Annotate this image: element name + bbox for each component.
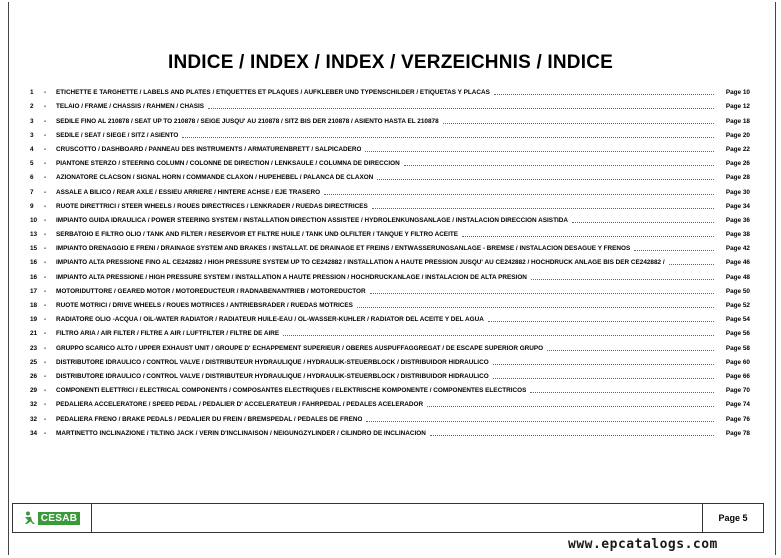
entry-number: 34 bbox=[30, 429, 38, 437]
entry-page: Page 70 bbox=[725, 387, 750, 395]
entry-page: Page 66 bbox=[725, 372, 750, 380]
entry-dash: - bbox=[44, 131, 47, 139]
dot-leader bbox=[208, 107, 714, 109]
dot-leader bbox=[370, 292, 714, 294]
entry-dash: - bbox=[44, 429, 47, 437]
entry-number: 16 bbox=[30, 273, 38, 281]
dot-leader bbox=[357, 306, 714, 308]
entry-title: ASSALE A BILICO / REAR AXLE / ESSIEU ARRIERE / HINTERE ACHSE / EJE TRASERO bbox=[56, 188, 321, 196]
entry-page: Page 50 bbox=[725, 287, 750, 295]
entry-number: 10 bbox=[30, 216, 38, 224]
index-list bbox=[30, 82, 750, 437]
entry-number: 19 bbox=[30, 316, 38, 324]
entry-dash: - bbox=[44, 160, 47, 168]
entry-page: Page 52 bbox=[725, 302, 750, 309]
entry-page: Page 54 bbox=[725, 316, 750, 324]
entry-page: Page 46 bbox=[725, 259, 750, 267]
dot-leader bbox=[443, 122, 714, 124]
entry-number: 3 bbox=[30, 131, 34, 139]
entry-page: Page 42 bbox=[725, 245, 750, 253]
entry-dash: - bbox=[44, 287, 47, 295]
entry-page: Page 22 bbox=[725, 145, 750, 153]
dot-leader bbox=[366, 420, 714, 422]
index-entry[interactable] bbox=[30, 309, 750, 323]
entry-title: PIANTONE STERZO / STEERING COLUMN / COLONNE DE DIRECTION / LENKSÄULE / COLUMNA DE DIRECCION bbox=[56, 160, 400, 168]
dot-leader bbox=[462, 235, 714, 237]
index-entry[interactable] bbox=[30, 252, 750, 266]
index-entry[interactable] bbox=[30, 125, 750, 139]
index-entry[interactable] bbox=[30, 153, 750, 167]
watermark-url[interactable]: www.epcatalogs.com bbox=[568, 537, 718, 552]
entry-page: Page 38 bbox=[725, 231, 750, 239]
index-entry[interactable] bbox=[30, 266, 750, 280]
entry-dash: - bbox=[44, 273, 47, 281]
entry-number: 6 bbox=[30, 174, 34, 182]
entry-title: IMPIANTO DRENAGGIO E FRENI / DRAINAGE SYSTEM AND BRAKES / INSTALLAT. DE DRAINAGE ET FREINS / ENTWÄSSERUNGSANLAGE - BREMSE / INSTALACION DESAGUE Y FRENOS bbox=[56, 245, 631, 253]
entry-title: RUOTE DIRETTRICI / STEER WHEELS / ROUES DIRECTRICES / LENKRÄDER / RUEDAS DIRECTRICES bbox=[56, 202, 368, 210]
entry-page: Page 28 bbox=[725, 174, 750, 182]
index-entry[interactable] bbox=[30, 352, 750, 366]
index-entry[interactable] bbox=[30, 210, 750, 224]
entry-dash: - bbox=[44, 358, 47, 366]
entry-number: 9 bbox=[30, 202, 34, 210]
entry-title: SEDILE FINO AL 210878 / SEAT UP TO 210878 / SEIGE JUSQU' AU 210878 / SITZ BIS DER 210878 / ASIENTO HASTA EL 210878 bbox=[56, 117, 439, 125]
footer bbox=[12, 503, 764, 533]
entry-page: Page 58 bbox=[725, 344, 750, 352]
entry-title: COMPONENTI ELETTRICI / ELECTRICAL COMPONENTS / COMPOSANTES ELECTRIQUES / ELEKTRISCHE KOMPONENTE / COMPONENTES ELECTRICOS bbox=[56, 387, 527, 395]
entry-dash: - bbox=[44, 372, 47, 380]
entry-number: 3 bbox=[30, 117, 34, 125]
page-number: Page 5 bbox=[718, 513, 748, 523]
entry-title: DISTRIBUTORE IDRAULICO / CONTROL VALVE / DISTRIBUTEUR HYDRAULIQUE / HYDRAULIK-STEUERBLOCK / DISTRIBUIDOR HIDRAULICO bbox=[56, 358, 489, 366]
entry-title: DISTRIBUTORE IDRAULICO / CONTROL VALVE / DISTRIBUTEUR HYDRAULIQUE / HYDRAULIK-STEUERBLOCK / DISTRIBUIDOR HIDRAULICO bbox=[56, 372, 489, 380]
dot-leader bbox=[372, 207, 714, 209]
entry-number: 13 bbox=[30, 231, 38, 239]
entry-number: 16 bbox=[30, 259, 38, 267]
dot-leader bbox=[283, 334, 714, 336]
dot-leader bbox=[531, 278, 714, 280]
entry-dash: - bbox=[44, 316, 47, 324]
dot-leader bbox=[547, 349, 714, 351]
dot-leader bbox=[324, 193, 714, 195]
index-entry[interactable] bbox=[30, 281, 750, 295]
entry-dash: - bbox=[44, 174, 47, 182]
index-entry[interactable] bbox=[30, 196, 750, 210]
entry-dash: - bbox=[44, 188, 47, 196]
index-entry[interactable] bbox=[30, 337, 750, 351]
dot-leader bbox=[427, 405, 714, 407]
entry-title: PEDALIERA ACCELERATORE / SPEED PEDAL / PEDALIER D' ACCELERATEUR / FAHRPEDAL / PEDALES ACELERADOR bbox=[56, 401, 424, 409]
dot-leader bbox=[494, 93, 714, 95]
index-entry[interactable] bbox=[30, 238, 750, 252]
dot-leader bbox=[634, 249, 714, 251]
logo-text: CESAB bbox=[38, 512, 81, 525]
entry-title: SEDILE / SEAT / SIEGE / SITZ / ASIENTO bbox=[56, 131, 179, 139]
index-entry[interactable] bbox=[30, 366, 750, 380]
entry-page: Page 74 bbox=[725, 401, 750, 409]
cesab-logo bbox=[13, 504, 92, 532]
entry-page: Page 10 bbox=[725, 89, 750, 97]
entry-dash: - bbox=[44, 415, 47, 423]
entry-dash: - bbox=[44, 330, 47, 338]
entry-title: PEDALIERA FRENO / BRAKE PEDALS / PEDALIER DU FREIN / BREMSPEDAL / PEDALES DE FRENO bbox=[56, 415, 363, 423]
index-entry[interactable] bbox=[30, 167, 750, 181]
entry-page: Page 60 bbox=[725, 358, 750, 366]
dot-leader bbox=[493, 363, 714, 365]
dot-leader bbox=[365, 150, 714, 152]
dot-leader bbox=[377, 178, 714, 180]
entry-page: Page 12 bbox=[725, 103, 750, 111]
index-entry[interactable] bbox=[30, 224, 750, 238]
entry-title: RADIATORE OLIO -ACQUA / OIL-WATER RADIATOR / RADIATEUR HUILE-EAU / ÖL-WASSER-KÜHLER / RADIATOR DEL ACEITE Y DEL AGUA bbox=[56, 316, 484, 324]
entry-page: Page 76 bbox=[725, 415, 750, 423]
entry-number: 18 bbox=[30, 302, 38, 309]
entry-title: MOTORIDUTTORE / GEARED MOTOR / MOTOREDUCTEUR / RADNABENANTRIEB / MOTOREDUCTOR bbox=[56, 287, 366, 295]
entry-title: RUOTE MOTRICI / DRIVE WHEELS / ROUES MOTRICES / ANTRIEBSRÄDER / RUEDAS MOTRICES bbox=[56, 302, 353, 309]
entry-title: ETICHETTE E TARGHETTE / LABELS AND PLATES / ETIQUETTES ET PLAQUES / AUFKLEBER UND TYPENSCHILDER / ETIQUETAS Y PLACAS bbox=[56, 89, 490, 97]
index-entry[interactable] bbox=[30, 82, 750, 96]
entry-number: 29 bbox=[30, 387, 38, 395]
entry-number: 4 bbox=[30, 145, 34, 153]
index-entry[interactable] bbox=[30, 295, 750, 309]
dot-leader bbox=[430, 434, 714, 436]
entry-page: Page 48 bbox=[725, 273, 750, 281]
entry-dash: - bbox=[44, 387, 47, 395]
entry-title: CRUSCOTTO / DASHBOARD / PANNEAU DES INSTRUMENTS / ARMATURENBRETT / SALPICADERO bbox=[56, 145, 362, 153]
entry-dash: - bbox=[44, 89, 47, 97]
entry-title: AZIONATORE CLACSON / SIGNAL HORN / COMMANDE CLAXON / HUPEHEBEL / PALANCA DE CLAXON bbox=[56, 174, 374, 182]
entry-number: 32 bbox=[30, 401, 38, 409]
entry-number: 15 bbox=[30, 245, 38, 253]
entry-page: Page 56 bbox=[725, 330, 750, 338]
entry-dash: - bbox=[44, 245, 47, 253]
entry-page: Page 20 bbox=[725, 131, 750, 139]
dot-leader bbox=[493, 377, 714, 379]
entry-title: TELAIO / FRAME / CHASSIS / RAHMEN / CHASIS bbox=[56, 103, 205, 111]
entry-number: 21 bbox=[30, 330, 38, 338]
entry-number: 7 bbox=[30, 188, 34, 196]
entry-dash: - bbox=[44, 145, 47, 153]
entry-dash: - bbox=[44, 401, 47, 409]
entry-number: 23 bbox=[30, 344, 38, 352]
index-entry[interactable] bbox=[30, 423, 750, 437]
dot-leader bbox=[404, 164, 714, 166]
index-entry[interactable] bbox=[30, 96, 750, 110]
entry-page: Page 78 bbox=[725, 429, 750, 437]
entry-title: IMPIANTO ALTA PRESSIONE FINO AL CE242882 / HIGH PRESSURE SYSTEM UP TO CE242882 / INSTALLATION A HAUTE PRESSION JUSQU' AU CE242882 / HOCHDRUCK ANLAGE BIS DER CE242882 / bbox=[56, 259, 665, 267]
index-entry[interactable] bbox=[30, 408, 750, 422]
dot-leader bbox=[572, 221, 714, 223]
dot-leader bbox=[530, 391, 714, 393]
dot-leader bbox=[488, 320, 714, 322]
entry-page: Page 36 bbox=[725, 216, 750, 224]
entry-title: IMPIANTO GUIDA IDRAULICA / POWER STEERING SYSTEM / INSTALLATION DIRECTION ASSISTEE / HYDROLENKUNGSANLAGE / INSTALACION DIRECCION ASISTIDA bbox=[56, 216, 568, 224]
footer-spacer bbox=[92, 504, 703, 532]
entry-page: Page 18 bbox=[725, 117, 750, 125]
entry-dash: - bbox=[44, 103, 47, 111]
entry-number: 17 bbox=[30, 287, 38, 295]
entry-number: 26 bbox=[30, 372, 38, 380]
index-entry[interactable] bbox=[30, 181, 750, 195]
entry-dash: - bbox=[44, 202, 47, 210]
entry-title: SERBATOIO E FILTRO OLIO / TANK AND FILTER / RESERVOIR ET FILTRE HUILE / TANK UND ÖLFILTER / TANQUE Y FILTRO ACEITE bbox=[56, 231, 459, 239]
entry-page: Page 30 bbox=[725, 188, 750, 196]
entry-dash: - bbox=[44, 231, 47, 239]
entry-page: Page 26 bbox=[725, 160, 750, 168]
entry-number: 1 bbox=[30, 89, 34, 97]
entry-number: 32 bbox=[30, 415, 38, 423]
dot-leader bbox=[182, 136, 714, 138]
entry-number: 2 bbox=[30, 103, 34, 111]
entry-dash: - bbox=[44, 302, 47, 309]
entry-dash: - bbox=[44, 216, 47, 224]
entry-page: Page 34 bbox=[725, 202, 750, 210]
index-entry[interactable] bbox=[30, 380, 750, 394]
dot-leader bbox=[669, 263, 714, 265]
entry-dash: - bbox=[44, 117, 47, 125]
forklift-person-icon bbox=[24, 511, 36, 525]
entry-title: MARTINETTO INCLINAZIONE / TILTING JACK / VERIN D'INCLINAISON / NEIGUNGZYLINDER / CILINDRO DE INCLINACION bbox=[56, 429, 426, 437]
entry-number: 25 bbox=[30, 358, 38, 366]
index-entry[interactable] bbox=[30, 139, 750, 153]
entry-number: 5 bbox=[30, 160, 34, 168]
page-title: INDICE / INDEX / INDEX / VERZEICHNIS / INDICE bbox=[167, 52, 613, 73]
entry-title: GRUPPO SCARICO ALTO / UPPER EXHAUST UNIT / GROUPE D' ECHAPPEMENT SUPERIEUR / OBERES AUSPUFFAGGREGAT / DE ESCAPE SUPERIOR GRUPO bbox=[56, 344, 544, 352]
entry-dash: - bbox=[44, 259, 47, 267]
entry-title: FILTRO ARIA / AIR FILTER / FILTRE A AIR / LUFTFILTER / FILTRE DE AIRE bbox=[56, 330, 280, 338]
index-entry[interactable] bbox=[30, 323, 750, 337]
entry-dash: - bbox=[44, 344, 47, 352]
entry-title: IMPIANTO ALTA PRESSIONE / HIGH PRESSURE SYSTEM / INSTALLATION A HAUTE PRESSION / HOCHDRUCKANLAGE / INSTALACION DE ALTA PRESION bbox=[56, 273, 527, 281]
index-entry[interactable] bbox=[30, 394, 750, 408]
index-entry[interactable] bbox=[30, 110, 750, 124]
